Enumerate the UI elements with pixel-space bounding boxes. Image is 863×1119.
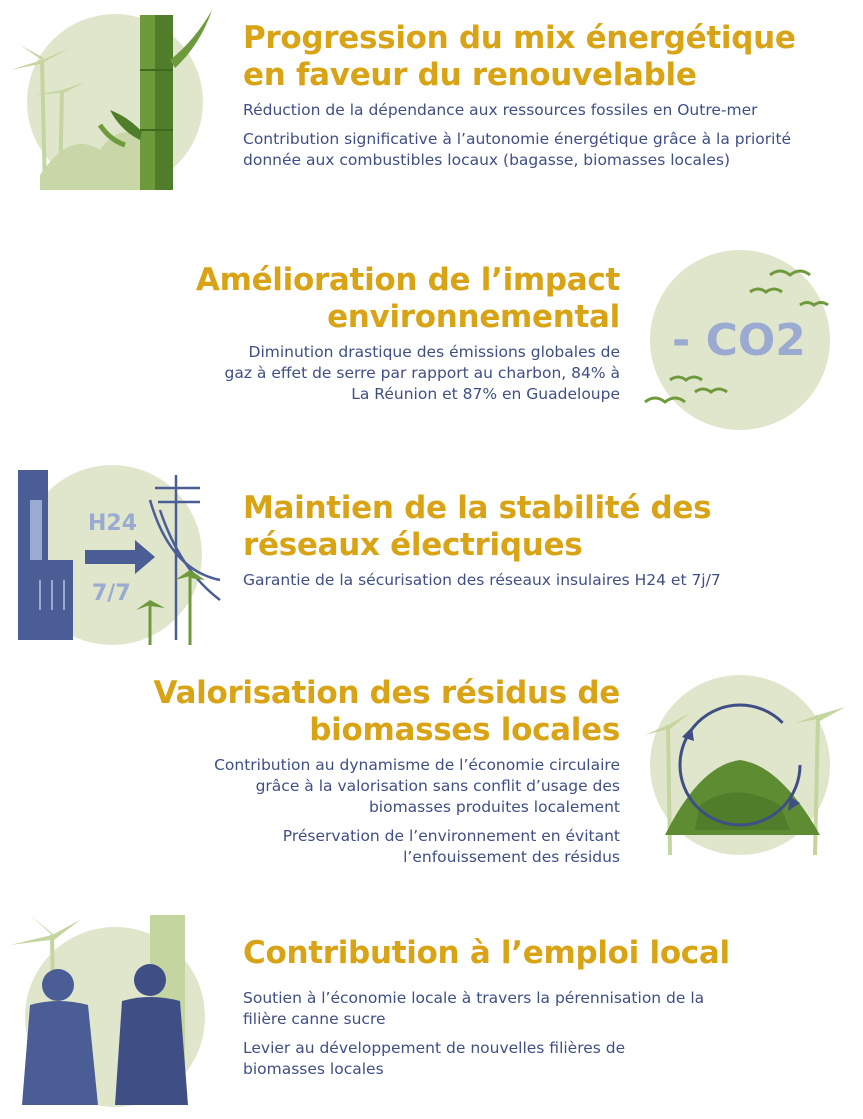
sugarcane-plant-icon — [0, 0, 225, 200]
section-grid-stability — [0, 460, 863, 660]
section-title: Amélioration de l’impact environnemental — [195, 262, 620, 335]
local-employment-text — [243, 935, 843, 1080]
section-energy-mix — [0, 0, 863, 200]
co2-label: - CO2 — [672, 315, 806, 366]
workers-icon — [0, 905, 225, 1115]
environment-text — [100, 262, 620, 405]
section-title: Progression du mix énergétique en faveur du renouvelable — [243, 20, 796, 93]
paragraph: Diminution drastique des émissions globales de gaz à effet de serre par rapport au charbon, 84% à La Réunion et 87% en Guadeloupe — [224, 343, 620, 403]
paragraph: Levier au développement de nouvelles filières de biomasses locales — [243, 1039, 626, 1078]
h24-label: H24 — [88, 511, 138, 536]
paragraph: Contribution au dynamisme de l’économie circulaire grâce à la valorisation sans conflit d’usage des biomasses produites localement — [214, 756, 620, 816]
co2-birds-icon — [640, 240, 863, 440]
circular-economy-icon — [640, 665, 863, 865]
section-title: Maintien de la stabilité des réseaux électriques — [243, 490, 712, 563]
energy-mix-text — [243, 20, 843, 171]
section-environment — [0, 240, 863, 440]
paragraph: Contribution significative à l’autonomie énergétique grâce à la priorité donnée aux combustibles locaux (bagasse, biomasses locales) — [243, 130, 792, 169]
section-title: Contribution à l’emploi local — [243, 935, 730, 971]
biomass-residues-text — [100, 675, 620, 868]
paragraph: Soutien à l’économie locale à travers la pérennisation de la filière canne sucre — [243, 989, 705, 1028]
seven-seven-label: 7/7 — [92, 581, 131, 606]
section-local-employment — [0, 905, 863, 1119]
section-biomass-residues — [0, 665, 863, 865]
paragraph: Réduction de la dépendance aux ressources fossiles en Outre-mer — [243, 101, 758, 119]
grid-stability-text — [243, 490, 843, 591]
paragraph: Préservation de l’environnement en évitant l’enfouissement des résidus — [282, 827, 620, 866]
power-grid-icon — [0, 460, 225, 650]
section-title: Valorisation des résidus de biomasses locales — [153, 675, 620, 748]
paragraph: Garantie de la sécurisation des réseaux insulaires H24 et 7j/7 — [243, 571, 721, 589]
